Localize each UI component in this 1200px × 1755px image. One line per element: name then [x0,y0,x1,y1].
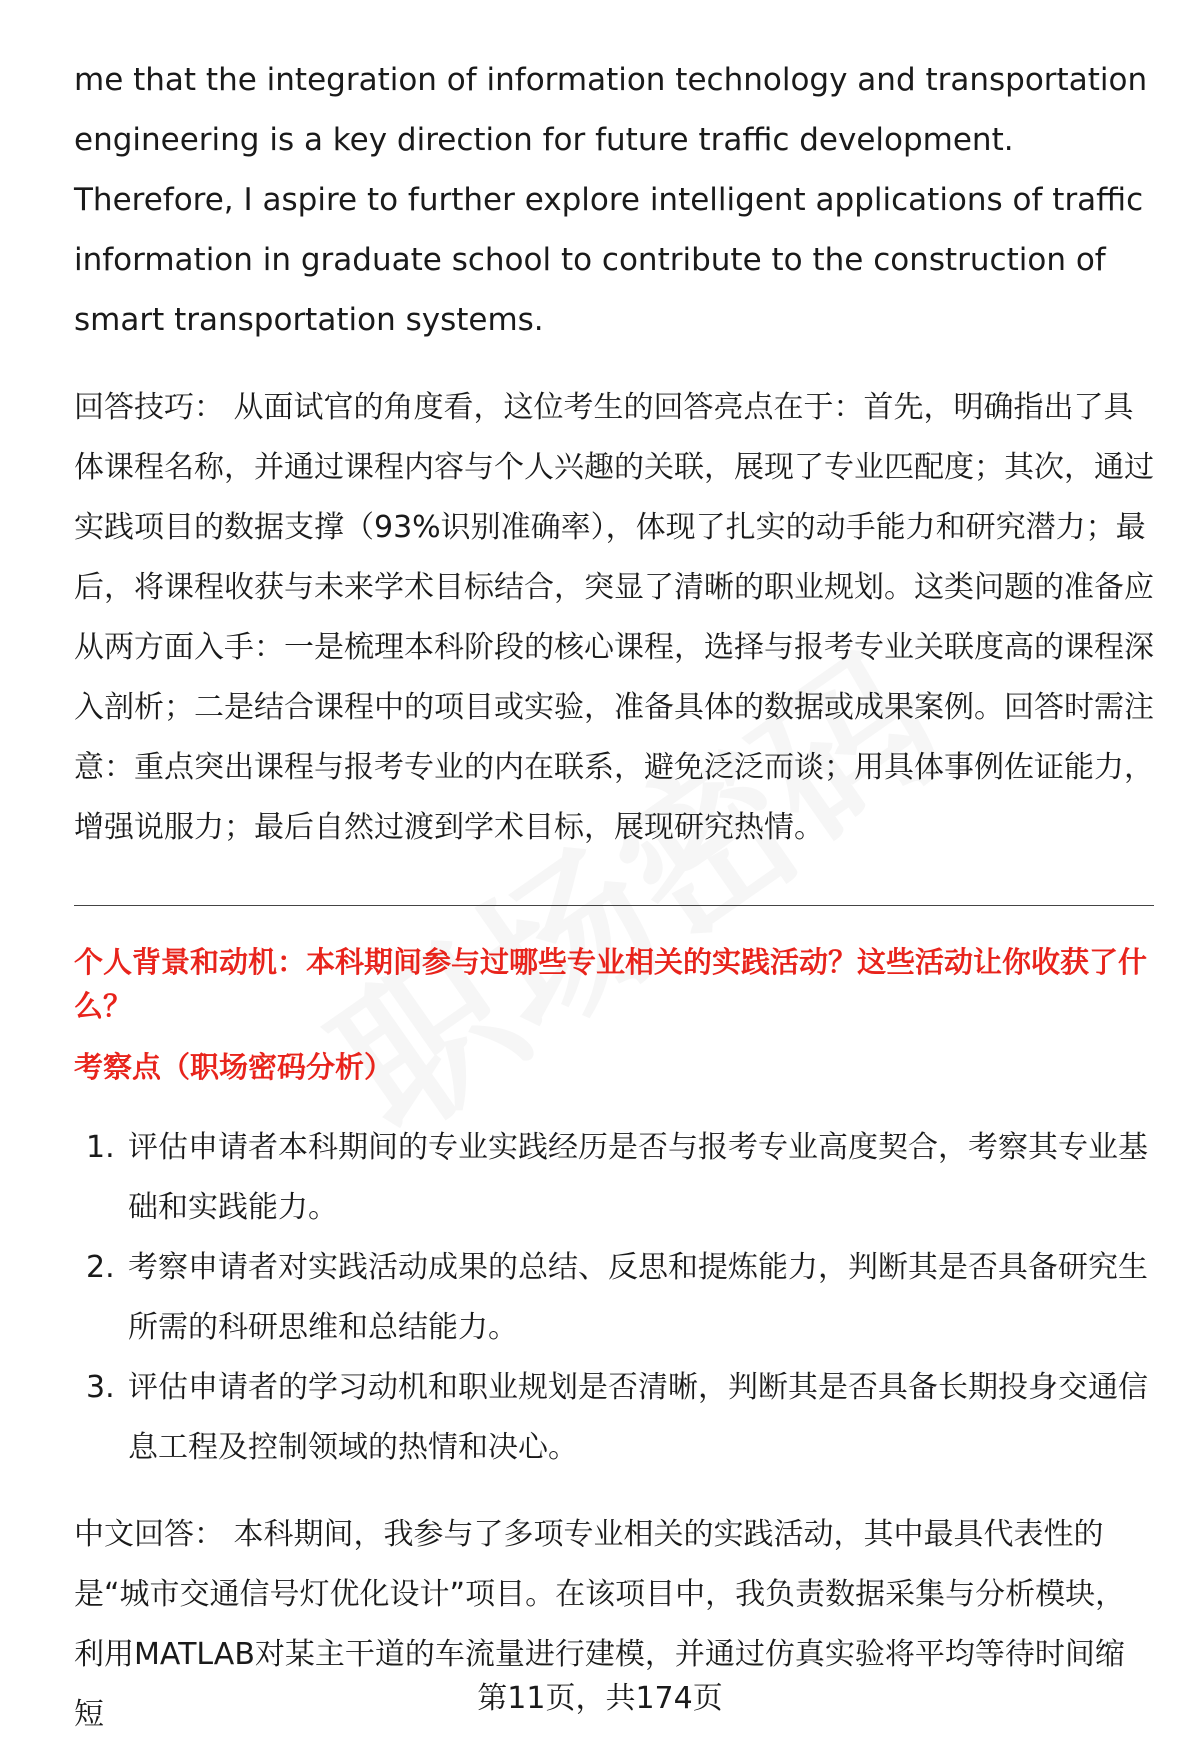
list-item-text: 评估申请者的学习动机和职业规划是否清晰，判断其是否具备长期投身交通信息工程及控制领域的热情和决心。 [128,1370,1148,1465]
answer-tip-text: 从面试官的角度看，这位考生的回答亮点在于：首先，明确指出了具体课程名称，并通过课程内容与个人兴趣的关联，展现了专业匹配度；其次，通过实践项目的数据支撑（93%识别准确率），体现了扎实的动手能力和研究潜力；最后，将课程收获与未来学术目标结合，突显了清晰的职业规划。这类问题的准备应从两方面入手：一是梳理本科阶段的核心课程，选择与报考专业关联度高的课程深入剖析；二是结合课程中的项目或实验，准备具体的数据或成果案例。回答时需注意：重点突出课程与报考专业的内在联系，避免泛泛而谈；用具体事例佐证能力，增强说服力；最后自然过渡到学术目标，展现研究热情。 [74,390,1154,845]
list-item [74,1118,1154,1238]
answer-tip-label: 回答技巧： [74,390,224,425]
exam-points-title: 考察点（职场密码分析） [74,1050,394,1084]
list-item-number: 3. [86,1370,115,1405]
list-item-text: 考察申请者对实践活动成果的总结、反思和提炼能力，判断其是否具备研究生所需的科研思维和总结能力。 [128,1250,1148,1345]
question-heading: 个人背景和动机：本科期间参与过哪些专业相关的实践活动？这些活动让你收获了什么？ [74,945,1148,1023]
chinese-answer-label: 中文回答： [74,1517,224,1552]
list-item-text: 评估申请者本科期间的专业实践经历是否与报考专业高度契合，考察其专业基础和实践能力。 [128,1130,1148,1225]
list-item-number: 1. [86,1130,115,1165]
list-item [74,1238,1154,1358]
page-number-footer: 第11页，共174页 [477,1681,723,1716]
answer-tip-paragraph [74,378,1154,858]
chinese-answer-text: 本科期间，我参与了多项专业相关的实践活动，其中最具代表性的是“城市交通信号灯优化设计”项目。在该项目中，我负责数据采集与分析模块，利用MATLAB对某主干道的车流量进行建模，并通过仿真实验将平均等待时间缩短 [74,1517,1126,1732]
list-item-number: 2. [86,1250,115,1285]
section-divider [74,905,1154,906]
list-item [74,1358,1154,1478]
intro-paragraph: me that the integration of information technology and transportation engineering is a key direction for future traffic development. Therefore, I aspire to further explore intelligent applications of traffic information in graduate school to contribute to the construction of smart transportation systems. [74,62,1148,338]
exam-points-list [74,1118,1154,1478]
